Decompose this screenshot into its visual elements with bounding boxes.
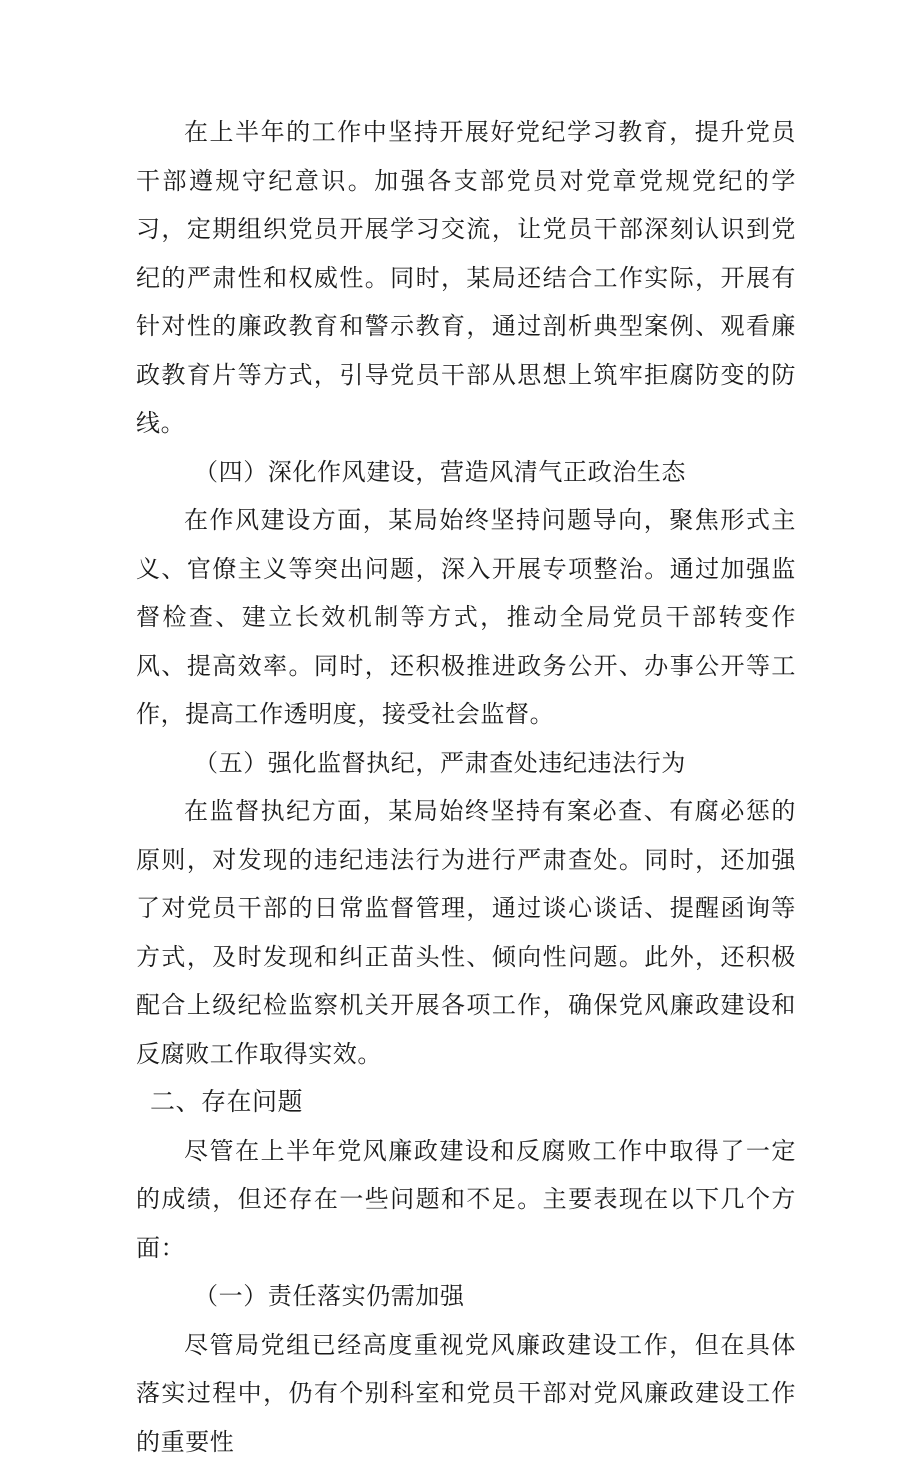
paragraph-work-style: 在作风建设方面，某局始终坚持问题导向，聚焦形式主义、官僚主义等突出问题，深入开展专项整治。通过加强监督检查、建立长效机制等方式，推动全局党员干部转变作风、提高效率。同时，还积极推进政务公开、办事公开等工作，提高工作透明度，接受社会监督。 (136, 496, 796, 739)
paragraph-supervision: 在监督执纪方面，某局始终坚持有案必查、有腐必惩的原则，对发现的违纪违法行为进行严肃查处。同时，还加强了对党员干部的日常监督管理，通过谈心谈话、提醒函询等方式，及时发现和纠正苗头性、倾向性问题。此外，还积极配合上级纪检监察机关开展各项工作，确保党风廉政建设和反腐败工作取得实效。 (136, 787, 796, 1078)
document-body (136, 108, 796, 1466)
section-heading-problems: 二、存在问题 (136, 1078, 796, 1127)
paragraph-responsibility: 尽管局党组已经高度重视党风廉政建设工作，但在具体落实过程中，仍有个别科室和党员干部对党风廉政建设工作的重要性 (136, 1321, 796, 1466)
paragraph-party-discipline-education: 在上半年的工作中坚持开展好党纪学习教育，提升党员干部遵规守纪意识。加强各支部党员对党章党规党纪的学习，定期组织党员开展学习交流，让党员干部深刻认识到党纪的严肃性和权威性。同时，某局还结合工作实际，开展有针对性的廉政教育和警示教育，通过剖析典型案例、观看廉政教育片等方式，引导党员干部从思想上筑牢拒腐防变的防线。 (136, 108, 796, 448)
paragraph-problems-intro: 尽管在上半年党风廉政建设和反腐败工作中取得了一定的成绩，但还存在一些问题和不足。主要表现在以下几个方面： (136, 1127, 796, 1273)
subheading-1-responsibility: （一）责任落实仍需加强 (136, 1272, 796, 1321)
subheading-5-supervision: （五）强化监督执纪，严肃查处违纪违法行为 (136, 739, 796, 788)
subheading-4-work-style: （四）深化作风建设，营造风清气正政治生态 (136, 448, 796, 497)
